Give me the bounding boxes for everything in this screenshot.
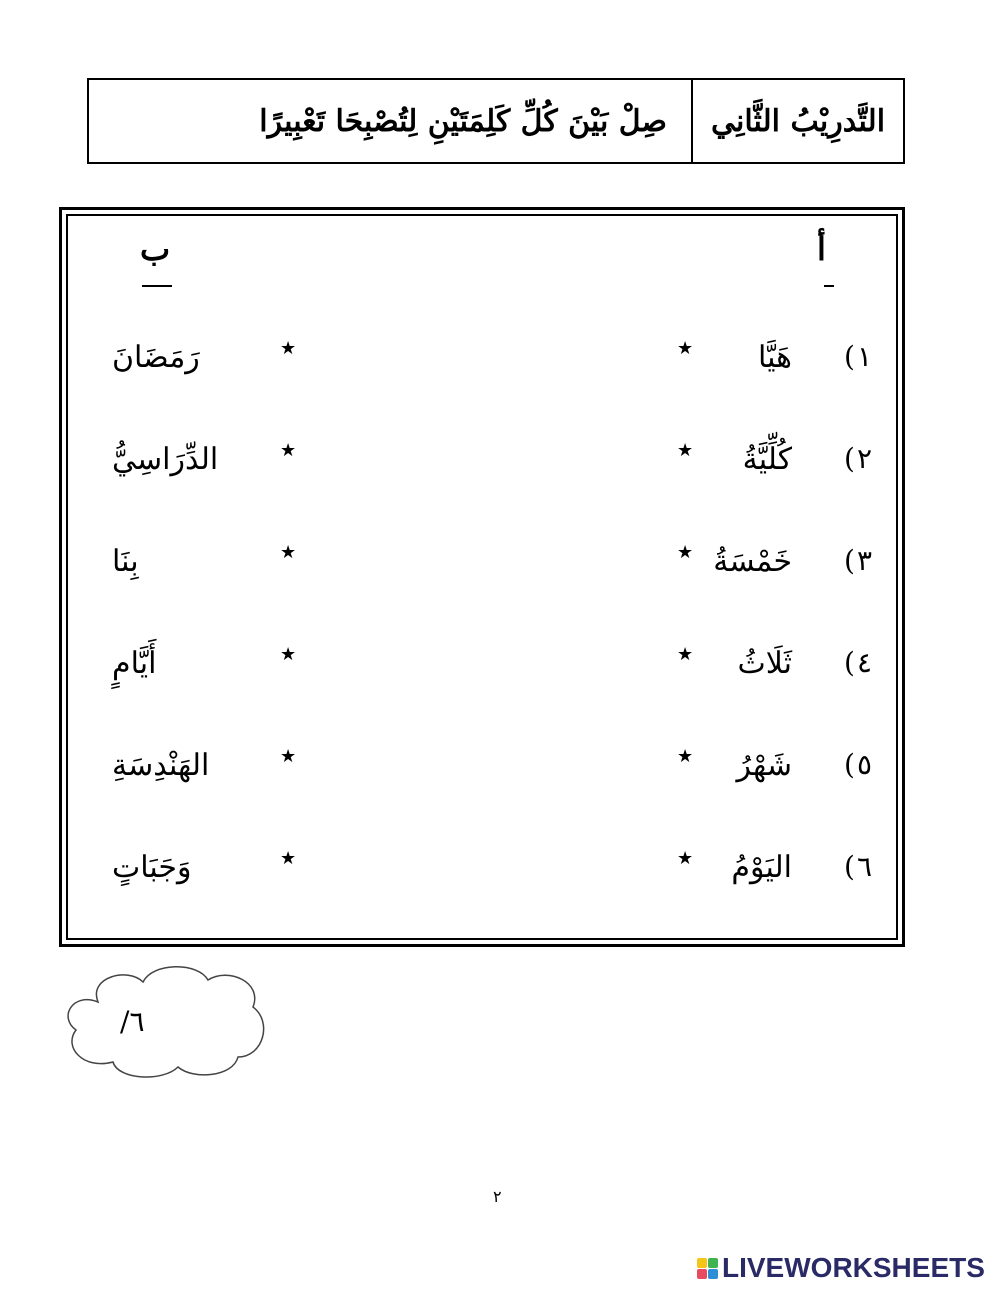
star-b-icon[interactable]: ★ [280,542,297,563]
score-cloud-icon [58,962,268,1082]
logo-blocks-icon [697,1258,718,1279]
row-number: ٦ ) [844,850,872,883]
match-row [62,544,902,604]
star-b-icon[interactable]: ★ [280,644,297,665]
liveworksheets-logo [697,1252,985,1284]
exercise-instruction: صِلْ بَيْنَ كُلِّ كَلِمَتَيْنِ لِتُصْبِحَا تَعْبِيرًا [259,103,667,139]
score-label: ٦/ [120,1005,145,1038]
word-a: شَهْرُ [736,748,792,783]
word-a: اليَوْمُ [731,850,792,885]
row-number: ٤ ) [844,646,872,679]
word-a: خَمْسَةُ [713,544,792,579]
match-row [62,340,902,400]
match-row [62,442,902,502]
star-b-icon[interactable]: ★ [280,746,297,767]
match-row [62,748,902,808]
star-a-icon[interactable]: ★ [677,644,694,665]
word-b: رَمَضَانَ [112,340,200,375]
star-a-icon[interactable]: ★ [677,848,694,869]
word-b: الهَنْدِسَةِ [112,748,210,783]
page-number: ٢ [493,1187,502,1206]
column-b-heading: ب [140,230,171,268]
column-b-underline [142,285,172,287]
word-b: وَجَبَاتٍ [112,850,192,885]
star-b-icon[interactable]: ★ [280,338,297,359]
star-a-icon[interactable]: ★ [677,338,694,359]
word-a: هَيَّا [757,340,792,375]
row-number: ٥ ) [844,748,872,781]
row-number: ٢ ) [844,442,872,475]
exercise-title: التَّدرِيْبُ الثَّانِي [691,80,903,162]
column-a-underline [824,285,834,287]
star-a-icon[interactable]: ★ [677,440,694,461]
word-b: الدِّرَاسِيُّ [112,442,219,477]
logo-text: LIVEWORKSHEETS [722,1252,985,1283]
word-a: كُلِّيَّةُ [742,442,792,477]
star-a-icon[interactable]: ★ [677,542,694,563]
word-a: ثَلَاثُ [737,646,792,681]
star-b-icon[interactable]: ★ [280,440,297,461]
column-a-heading: أ [817,230,826,268]
match-row [62,646,902,706]
row-number: ١ ) [844,340,872,373]
matching-frame [59,207,905,947]
word-b: بِنَا [112,544,139,579]
star-a-icon[interactable]: ★ [677,746,694,767]
row-number: ٣ ) [844,544,872,577]
match-row [62,850,902,910]
word-b: أَيَّامٍ [112,646,157,681]
exercise-header [87,78,905,164]
star-b-icon[interactable]: ★ [280,848,297,869]
